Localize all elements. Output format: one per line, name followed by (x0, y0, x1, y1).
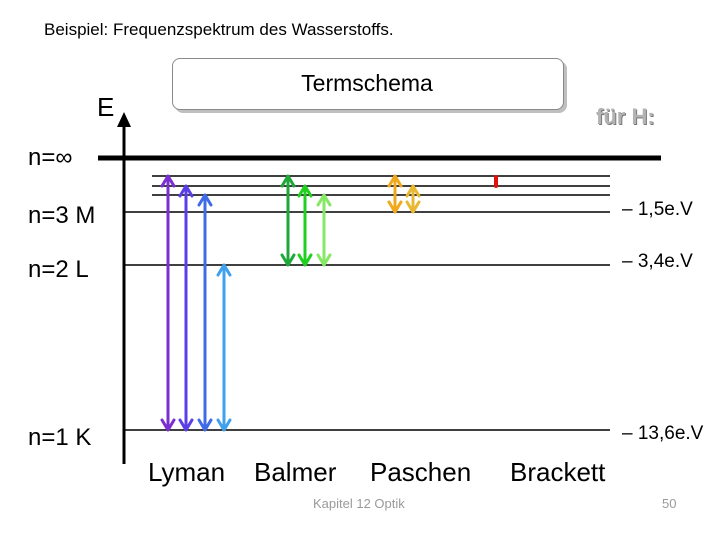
series-label-balmer: Balmer (254, 457, 337, 487)
atom-label: für H: (596, 104, 655, 129)
level-label-n1: n=1 K (28, 424, 92, 451)
series-label-brackett: Brackett (510, 457, 606, 487)
lyman-arrow-3 (199, 195, 211, 430)
lyman-arrow-1 (162, 176, 174, 430)
energy-value-n3: – 1,5e.V (622, 199, 693, 220)
page-title: Beispiel: Frequenzspektrum des Wasserstoffs. (44, 20, 394, 39)
balmer-arrow-3 (318, 195, 330, 265)
level-label-n2: n=2 L (28, 256, 89, 283)
lyman-arrow-2 (180, 186, 192, 430)
slide-number: 50 (662, 496, 677, 511)
lyman-arrow-4 (218, 265, 230, 430)
paschen-arrow-2 (407, 186, 419, 212)
energy-axis-label: E (97, 92, 115, 122)
energy-value-n1: – 13,6e.V (622, 423, 704, 444)
energy-axis (117, 112, 131, 464)
balmer-arrow-2 (299, 186, 311, 265)
diagram-title: Termschema (301, 70, 433, 96)
paschen-arrow-1 (389, 176, 401, 212)
level-label-n3: n=3 M (28, 202, 96, 229)
series-label-lyman: Lyman (148, 457, 226, 487)
balmer-arrow-1 (282, 176, 294, 265)
series-label-paschen: Paschen (370, 457, 472, 487)
level-label-infinity: n=∞ (28, 144, 73, 171)
footer-text: Kapitel 12 Optik (313, 496, 405, 511)
energy-value-n2: – 3,4e.V (622, 251, 693, 272)
